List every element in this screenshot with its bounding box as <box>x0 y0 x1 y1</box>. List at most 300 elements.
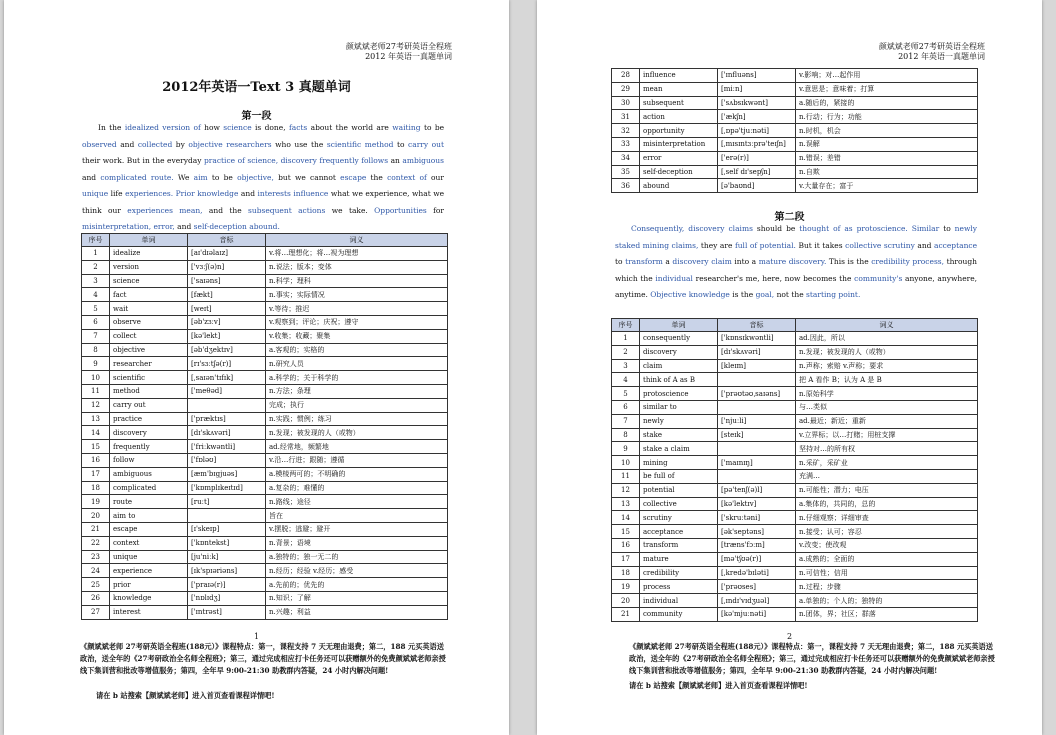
row-number: 19 <box>612 580 640 594</box>
meaning-cell: a.独特的；独一无二的 <box>266 550 448 564</box>
row-number: 20 <box>82 509 110 523</box>
word-cell: frequently <box>110 440 188 454</box>
passage-word: of <box>419 172 427 182</box>
word-cell: fact <box>110 288 188 302</box>
passage-word: process, <box>912 257 945 266</box>
table-row <box>612 442 978 456</box>
phonetic-cell <box>188 509 266 523</box>
table-row <box>612 387 978 401</box>
passage-word: the <box>791 290 804 299</box>
table-row <box>612 137 978 151</box>
row-number: 32 <box>612 124 640 138</box>
passage-word: be <box>434 123 445 132</box>
meaning-cell: n.误解 <box>796 137 978 151</box>
passage-word: collected <box>137 139 173 149</box>
phonetic-cell: [ˌmɪsɪntɜːprə'teɪʃn] <box>718 137 796 151</box>
meaning-cell: n.自欺 <box>796 165 978 179</box>
passage-word: knowledge <box>688 290 730 299</box>
word-cell: be full of <box>640 469 718 483</box>
meaning-cell: v.观察到；评论；庆祝；遵守 <box>266 315 448 329</box>
passage-word: community's <box>854 273 903 283</box>
passage-word: context <box>387 172 416 182</box>
phonetic-cell: ['nɒlɪdʒ] <box>188 591 266 605</box>
table-row <box>612 345 978 359</box>
meaning-cell: n.团体，界；社区；群落 <box>796 607 978 621</box>
row-number: 34 <box>612 151 640 165</box>
phonetic-cell <box>718 469 796 483</box>
meaning-cell: 旨在 <box>266 509 448 523</box>
phonetic-cell: ['erə(r)] <box>718 151 796 165</box>
passage-word: of <box>749 240 758 250</box>
header-line-2: 2012 年英语一真题单词 <box>365 52 452 61</box>
passage-word: about <box>310 123 333 132</box>
word-cell: aim to <box>110 509 188 523</box>
word-cell: method <box>110 384 188 398</box>
phonetic-cell: [kleɪm] <box>718 359 796 373</box>
phonetic-cell: [weɪt] <box>188 302 266 316</box>
row-number: 2 <box>612 345 640 359</box>
passage-word: of <box>237 156 245 165</box>
header-line-2: 2012 年英语一真题单词 <box>898 52 985 61</box>
passage-word: scientific <box>326 139 362 149</box>
document-page-2 <box>537 0 1042 735</box>
passage-word: not <box>776 290 789 299</box>
passage-word: the <box>839 273 852 283</box>
phonetic-cell: [fækt] <box>188 288 266 302</box>
row-number: 14 <box>82 426 110 440</box>
meaning-cell: 把 A 看作 B；认为 A 是 B <box>796 373 978 387</box>
meaning-cell: n.发现；被发现的人（或物） <box>266 426 448 440</box>
table-row <box>612 151 978 165</box>
table-row <box>612 483 978 497</box>
phonetic-cell: [ɪk'spɪəriəns] <box>188 564 266 578</box>
phonetic-cell <box>718 373 796 387</box>
passage-word: should <box>756 224 783 233</box>
meaning-cell: n.接受；认可；容忍 <box>796 525 978 539</box>
meaning-cell: v.大量存在；富于 <box>796 179 978 193</box>
row-number: 14 <box>612 511 640 525</box>
passage-word: discovery <box>672 257 709 266</box>
phonetic-cell: [əb'zɜːv] <box>188 315 266 329</box>
passage-word: be <box>223 172 233 182</box>
row-number: 9 <box>612 442 640 456</box>
word-cell: objective <box>110 343 188 357</box>
passage-word: follows <box>361 156 389 165</box>
table-row <box>82 550 448 564</box>
phonetic-cell: ['prəʊses] <box>718 580 796 594</box>
table-row <box>82 384 448 398</box>
word-cell: stake <box>640 428 718 442</box>
passage-word: method <box>364 139 394 149</box>
passage-word: thought <box>799 224 830 233</box>
word-cell: opportunity <box>640 124 718 138</box>
passage-word: researcher's <box>695 273 743 283</box>
passage-word: aim <box>193 172 208 182</box>
table-row <box>612 538 978 552</box>
passage-word: are <box>376 123 389 132</box>
column-header: 音标 <box>718 319 796 332</box>
meaning-cell: ad.经常地，频繁地 <box>266 440 448 454</box>
phonetic-cell: [kə'mjuːnəti] <box>718 607 796 621</box>
meaning-cell: n.科学；理科 <box>266 274 448 288</box>
passage-word: is <box>732 290 739 299</box>
meaning-cell: v.等待；推迟 <box>266 302 448 316</box>
passage-word: claims <box>728 224 753 233</box>
word-cell: practice <box>110 412 188 426</box>
meaning-cell: n.过程；步骤 <box>796 580 978 594</box>
meaning-cell: a.复杂的；难懂的 <box>266 481 448 495</box>
passage-word: it <box>814 240 820 250</box>
table-row <box>82 509 448 523</box>
word-cell: route <box>110 495 188 509</box>
row-number: 3 <box>612 359 640 373</box>
passage-word: unique <box>82 189 109 198</box>
passage-word: think <box>82 205 102 215</box>
passage-word: We <box>177 172 190 182</box>
table-row <box>82 398 448 412</box>
row-number: 3 <box>82 274 110 288</box>
word-cell: unique <box>110 550 188 564</box>
passage-word: is <box>847 257 854 266</box>
table-row <box>612 82 978 96</box>
meaning-cell: n.说法；版本；变体 <box>266 260 448 274</box>
passage-word: we <box>433 189 445 198</box>
passage-word: to <box>396 139 405 149</box>
passage-word: the <box>229 205 242 215</box>
passage-word: objective <box>188 139 223 149</box>
table-row <box>612 456 978 470</box>
meaning-cell: n.仔细观察；详细审查 <box>796 511 978 525</box>
column-header: 序号 <box>612 319 640 332</box>
passage-paragraph <box>615 221 977 304</box>
passage-word: the <box>640 273 653 283</box>
meaning-cell: n.背景；语境 <box>266 536 448 550</box>
row-number: 1 <box>82 247 110 261</box>
passage-word: observed <box>82 139 117 149</box>
row-number: 2 <box>82 260 110 274</box>
meaning-cell: n.发现；被发现的人（或物） <box>796 345 978 359</box>
meaning-cell: n.经历；经验 v.经历；感受 <box>266 564 448 578</box>
passage-word: This <box>828 257 845 266</box>
meaning-cell: n.兴趣；利益 <box>266 605 448 619</box>
phonetic-cell: ['kɒnsɪkwəntli] <box>718 332 796 346</box>
passage-word: out <box>431 139 445 149</box>
passage-paragraph <box>82 120 444 236</box>
phonetic-cell: [aɪ'dɪəlaɪz] <box>188 247 266 261</box>
meaning-cell: v.摆脱；逃避；避开 <box>266 522 448 536</box>
table-row <box>612 400 978 414</box>
row-number: 6 <box>612 400 640 414</box>
passage-word: influence <box>293 189 329 198</box>
phonetic-cell: ['praɪə(r)] <box>188 578 266 592</box>
table-row <box>612 110 978 124</box>
passage-word: becomes <box>803 273 837 283</box>
passage-word: frequently <box>319 156 359 165</box>
phonetic-cell: ['præktɪs] <box>188 412 266 426</box>
passage-word: for <box>433 205 445 215</box>
row-number: 31 <box>612 110 640 124</box>
meaning-cell: v.改变；使改观 <box>796 538 978 552</box>
table-row <box>82 564 448 578</box>
phonetic-cell: ['meθəd] <box>188 384 266 398</box>
table-row <box>612 414 978 428</box>
word-cell: credibility <box>640 566 718 580</box>
passage-word: as <box>844 224 853 233</box>
row-number: 21 <box>82 522 110 536</box>
word-cell: experience <box>110 564 188 578</box>
word-cell: science <box>110 274 188 288</box>
phonetic-cell: [ˌɒpə'tjuːnəti] <box>718 124 796 138</box>
passage-word: full <box>734 240 748 250</box>
meaning-cell: v.意思是；意味着；打算 <box>796 82 978 96</box>
phonetic-cell: ['fɒləʊ] <box>188 453 266 467</box>
row-number: 8 <box>612 428 640 442</box>
column-header: 词义 <box>266 234 448 247</box>
word-cell: self-deception <box>640 165 718 179</box>
phonetic-cell: ['ɪnfluəns] <box>718 69 796 83</box>
meaning-cell: a.成熟的；全面的 <box>796 552 978 566</box>
row-number: 16 <box>612 538 640 552</box>
page-number: 1 <box>253 632 260 641</box>
meaning-cell: v.影响；对…起作用 <box>796 69 978 83</box>
phonetic-cell: [ruːt] <box>188 495 266 509</box>
passage-word: life <box>110 189 123 198</box>
passage-word: a <box>751 257 757 266</box>
passage-word: the <box>740 290 754 299</box>
passage-word: and <box>240 189 255 198</box>
table-row <box>82 467 448 481</box>
passage-word: facts <box>288 123 308 132</box>
table-row <box>82 371 448 385</box>
passage-word: and <box>177 222 192 231</box>
row-number: 11 <box>82 384 110 398</box>
passage-word: potential. <box>759 240 796 250</box>
passage-word: newly <box>954 224 977 233</box>
word-cell: complicated <box>110 481 188 495</box>
passage-word: acceptance <box>933 240 978 250</box>
vocab-table-continued <box>611 68 978 193</box>
meaning-cell: n.声称；索赔 v.声称；要求 <box>796 359 978 373</box>
passage-word: mining <box>642 240 670 250</box>
meaning-cell: v.收集；收藏；聚集 <box>266 329 448 343</box>
passage-word: the <box>856 257 869 266</box>
passage-word: practice <box>203 156 236 165</box>
meaning-cell: n.知识；了解 <box>266 591 448 605</box>
word-cell: community <box>640 607 718 621</box>
passage-word: experience, <box>365 189 410 198</box>
table-row <box>82 522 448 536</box>
passage-word: work. <box>102 156 125 165</box>
passage-word: what <box>412 189 431 198</box>
passage-word: use <box>294 139 308 149</box>
row-number: 21 <box>612 607 640 621</box>
passage-word: objective, <box>237 172 274 182</box>
passage-word: their <box>82 156 101 165</box>
word-cell: claim <box>640 359 718 373</box>
table-row <box>82 315 448 329</box>
phonetic-cell: [pə'tenʃ(ə)l] <box>718 483 796 497</box>
meaning-cell: v.沿…行进；跟随；遵循 <box>266 453 448 467</box>
meaning-cell: a.先前的；优先的 <box>266 578 448 592</box>
word-cell: interest <box>110 605 188 619</box>
phonetic-cell: [dɪ'skʌvəri] <box>718 345 796 359</box>
column-header: 单词 <box>110 234 188 247</box>
passage-word: Objective <box>650 290 687 299</box>
passage-word: ambiguous <box>402 156 444 165</box>
table-row <box>82 591 448 605</box>
table-row <box>612 552 978 566</box>
phonetic-cell: [mə'tʃʊə(r)] <box>718 552 796 566</box>
row-number: 15 <box>612 525 640 539</box>
meaning-cell: 坚持对…的所有权 <box>796 442 978 456</box>
word-cell: potential <box>640 483 718 497</box>
phonetic-cell: ['prəʊtəʊˌsaɪəns] <box>718 387 796 401</box>
meaning-cell: 与…类似 <box>796 400 978 414</box>
word-cell: influence <box>640 69 718 83</box>
passage-word: we <box>294 172 306 182</box>
passage-word: Opportunities <box>374 205 427 215</box>
document-page-1 <box>4 0 509 735</box>
row-number: 30 <box>612 96 640 110</box>
word-cell: stake a claim <box>640 442 718 456</box>
table-row <box>612 332 978 346</box>
table-row <box>82 495 448 509</box>
passage-word: and <box>208 205 224 215</box>
phonetic-cell: ['njuːli] <box>718 414 796 428</box>
passage-word: researchers <box>226 139 272 149</box>
row-number: 4 <box>82 288 110 302</box>
word-cell: collect <box>110 329 188 343</box>
passage-word: actions <box>298 205 326 215</box>
phonetic-cell: [ək'septəns] <box>718 525 796 539</box>
row-number: 1 <box>612 332 640 346</box>
table-row <box>612 511 978 525</box>
table-row <box>612 373 978 387</box>
phonetic-cell: ['ækʃn] <box>718 110 796 124</box>
row-number: 35 <box>612 165 640 179</box>
passage-word: route. <box>150 172 174 182</box>
word-cell: version <box>110 260 188 274</box>
table-row <box>82 578 448 592</box>
passage-word: the <box>152 156 165 165</box>
passage-word: and <box>82 172 97 182</box>
footer-link-text: 请在 b 站搜索【颜斌斌老师】进入首页查看课程详情吧! <box>96 691 275 700</box>
meaning-cell: n.错误；差错 <box>796 151 978 165</box>
row-number: 7 <box>612 414 640 428</box>
table-row <box>82 536 448 550</box>
passage-word: misinterpretation, <box>82 222 152 231</box>
table-row <box>82 274 448 288</box>
table-row <box>82 440 448 454</box>
table-row <box>612 469 978 483</box>
phonetic-cell: ['ɪntrəst] <box>188 605 266 619</box>
meaning-cell: n.实践；惯例；练习 <box>266 412 448 426</box>
passage-word: individual <box>655 273 693 283</box>
word-cell: escape <box>110 522 188 536</box>
passage-word: who <box>275 139 291 149</box>
passage-word: experiences <box>127 205 173 215</box>
passage-word: discovery. <box>788 257 827 266</box>
table-row <box>612 359 978 373</box>
table-row <box>612 124 978 138</box>
word-cell: consequently <box>640 332 718 346</box>
passage-word: discovery <box>688 224 725 233</box>
column-header: 单词 <box>640 319 718 332</box>
passage-word: complicated <box>100 172 147 182</box>
word-cell: similar to <box>640 400 718 414</box>
word-cell: knowledge <box>110 591 188 605</box>
table-row <box>612 497 978 511</box>
meaning-cell: n.方法；条理 <box>266 384 448 398</box>
word-cell: discovery <box>640 345 718 359</box>
passage-word: how <box>204 123 220 132</box>
word-cell: mining <box>640 456 718 470</box>
passage-word: Prior <box>175 189 195 198</box>
meaning-cell: a.模棱两可的；不明确的 <box>266 467 448 481</box>
word-cell: observe <box>110 315 188 329</box>
phonetic-cell: [ˌself dɪ'sepʃn] <box>718 165 796 179</box>
row-number: 18 <box>82 481 110 495</box>
table-row <box>82 357 448 371</box>
phonetic-cell <box>188 398 266 412</box>
word-cell: carry out <box>110 398 188 412</box>
row-number: 19 <box>82 495 110 509</box>
passage-word: claims, <box>671 240 699 250</box>
row-number: 29 <box>612 82 640 96</box>
passage-word: the <box>370 172 383 182</box>
passage-word: goal, <box>755 290 775 299</box>
passage-word: Consequently, <box>631 224 685 233</box>
passage-word: to <box>943 224 951 233</box>
row-number: 36 <box>612 179 640 193</box>
passage-word: me, <box>745 273 760 283</box>
passage-word: self-deception <box>193 222 247 231</box>
phonetic-cell: ['friːkwəntli] <box>188 440 266 454</box>
meaning-cell: a.集体的，共同的，总的 <box>796 497 978 511</box>
passage-word: anytime. <box>615 290 648 299</box>
passage-word: the <box>335 123 348 132</box>
word-cell: transform <box>640 538 718 552</box>
passage-word: we <box>352 189 363 198</box>
passage-word: collective <box>845 240 882 250</box>
phonetic-cell: [ɪ'skeɪp] <box>188 522 266 536</box>
passage-word: takes <box>822 240 843 250</box>
header-line-1: 颜斌斌老师27考研英语全程班 <box>345 42 452 51</box>
passage-word: starting <box>806 290 836 299</box>
passage-word: scrutiny <box>883 240 915 250</box>
passage-word: of <box>833 224 841 233</box>
table-row <box>612 96 978 110</box>
passage-word: world <box>351 123 374 132</box>
word-cell: idealize <box>110 247 188 261</box>
table-row <box>612 566 978 580</box>
word-cell: individual <box>640 594 718 608</box>
table-header-row <box>82 234 448 247</box>
word-cell: action <box>640 110 718 124</box>
phonetic-cell: [dɪ'skʌvəri] <box>188 426 266 440</box>
phonetic-cell <box>718 442 796 456</box>
passage-word: is <box>255 123 262 132</box>
phonetic-cell: ['sʌbsɪkwənt] <box>718 96 796 110</box>
word-cell: abound <box>640 179 718 193</box>
footer-link-text: 请在 b 站搜索【颜斌斌老师】进入首页查看课程详情吧! <box>629 681 808 690</box>
word-cell: context <box>110 536 188 550</box>
word-cell: mean <box>640 82 718 96</box>
passage-word: and <box>917 240 932 250</box>
meaning-cell: a.单独的；个人的；独特的 <box>796 594 978 608</box>
row-number: 17 <box>612 552 640 566</box>
passage-word: here, <box>762 273 782 283</box>
